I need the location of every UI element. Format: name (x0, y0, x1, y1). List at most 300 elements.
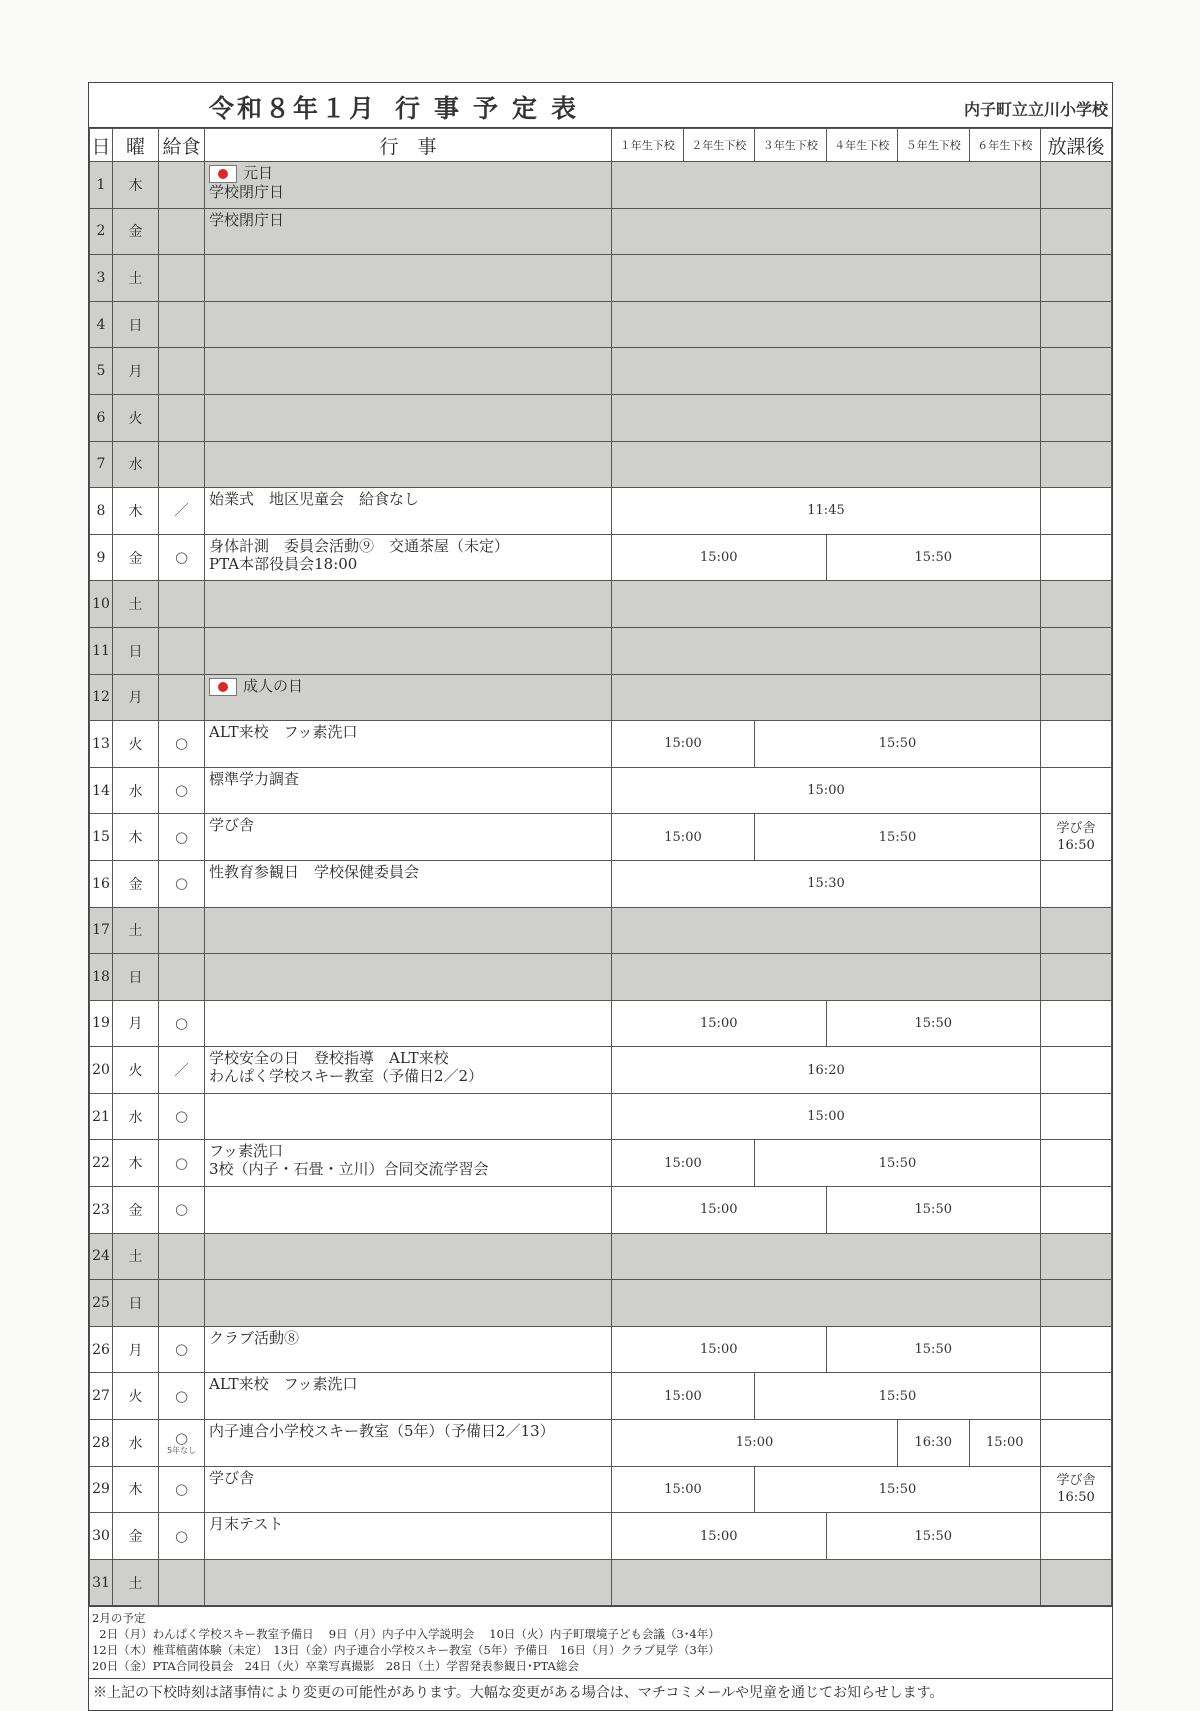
lunch-symbol: ○ (174, 1526, 189, 1545)
table-row (90, 1280, 1112, 1327)
lunch-symbol: ○ (174, 781, 189, 800)
day-number: 10 (90, 581, 113, 628)
weekday: 土 (113, 1233, 159, 1280)
day-number: 18 (90, 954, 113, 1001)
weekday: 水 (113, 1093, 159, 1140)
events-cell (205, 674, 612, 721)
weekday: 月 (113, 348, 159, 395)
table-row (90, 162, 1112, 209)
table-row (90, 581, 1112, 628)
events-cell (205, 1140, 612, 1187)
weekday: 土 (113, 255, 159, 302)
lunch-symbol: ○ (174, 874, 189, 893)
dismissal-time: 15:00 (612, 534, 827, 581)
event-text: フッ素洗口 (209, 1142, 283, 1161)
lunch-mark (159, 1093, 205, 1140)
lunch-mark (159, 1513, 205, 1560)
schedule-body (90, 162, 1112, 1606)
after-school-cell (1041, 348, 1112, 395)
table-row (90, 721, 1112, 768)
dismissal-time: 15:00 (612, 1140, 755, 1187)
day-number: 5 (90, 348, 113, 395)
after-school-cell (1041, 1093, 1112, 1140)
dismissal-time: 15:00 (612, 721, 755, 768)
after-school-cell (1041, 1280, 1112, 1327)
events-cell (205, 1187, 612, 1234)
events-cell (205, 1466, 612, 1513)
weekday: 木 (113, 1466, 159, 1513)
table-row (90, 255, 1112, 302)
weekday: 土 (113, 581, 159, 628)
lunch-symbol: ○ (174, 1153, 189, 1172)
lunch-mark (159, 488, 205, 535)
event-text: 学校閉庁日 (209, 183, 285, 201)
weekday: 火 (113, 1047, 159, 1094)
events-cell (205, 954, 612, 1001)
col-grade-4: ４年生下校 (826, 129, 898, 162)
table-row (90, 860, 1112, 907)
lunch-symbol: ○ (174, 1200, 189, 1219)
header-row (90, 129, 1112, 162)
lunch-symbol: ○ (174, 1340, 189, 1359)
dismissal-time: 15:50 (826, 1000, 1041, 1047)
lunch-mark (159, 860, 205, 907)
dismissal-time: 15:00 (612, 1000, 827, 1047)
events-cell (205, 767, 612, 814)
day-number: 24 (90, 1233, 113, 1280)
weekday: 金 (113, 208, 159, 255)
table-row (90, 1187, 1112, 1234)
lunch-mark (159, 255, 205, 302)
weekday: 水 (113, 767, 159, 814)
dismissal-time: 15:00 (612, 814, 755, 861)
dismissal-time (612, 674, 1041, 721)
table-row (90, 1466, 1112, 1513)
events-cell (205, 394, 612, 441)
table-row (90, 1047, 1112, 1094)
dismissal-time (612, 301, 1041, 348)
day-number: 23 (90, 1187, 113, 1234)
day-number: 20 (90, 1047, 113, 1094)
lunch-mark (159, 581, 205, 628)
dismissal-time (612, 208, 1041, 255)
title-label: 行事予定表 (395, 94, 591, 123)
weekday: 金 (113, 1187, 159, 1234)
lunch-mark (159, 1233, 205, 1280)
dismissal-time: 15:00 (612, 1326, 827, 1373)
day-number: 17 (90, 907, 113, 954)
table-row (90, 627, 1112, 674)
day-number: 4 (90, 301, 113, 348)
event-text: 学び舎 (209, 816, 255, 835)
after-school-cell (1041, 860, 1112, 907)
dismissal-time (612, 581, 1041, 628)
events-cell (205, 1233, 612, 1280)
lunch-mark (159, 1000, 205, 1047)
dismissal-time: 15:50 (755, 1373, 1041, 1420)
after-school-cell (1041, 208, 1112, 255)
weekday: 水 (113, 441, 159, 488)
events-cell (205, 1373, 612, 1420)
col-events: 行 事 (205, 129, 612, 162)
event-text: 学び舎 (209, 1468, 255, 1487)
dismissal-time (612, 907, 1041, 954)
lunch-symbol: ／ (173, 501, 189, 520)
lunch-mark (159, 814, 205, 861)
day-number: 16 (90, 860, 113, 907)
day-number: 7 (90, 441, 113, 488)
after-school-text: 学び舎 (1056, 1473, 1096, 1489)
lunch-mark (159, 1326, 205, 1373)
event-text: 内子連合小学校スキー教室（5年）（予備日2／13） (209, 1422, 555, 1441)
lunch-mark (159, 162, 205, 209)
day-number: 27 (90, 1373, 113, 1420)
after-school-text: 16:50 (1057, 838, 1095, 854)
after-school-cell (1041, 721, 1112, 768)
dismissal-time (612, 348, 1041, 395)
after-school-cell (1041, 1047, 1112, 1094)
dismissal-time (612, 1559, 1041, 1606)
events-cell (205, 1420, 612, 1467)
dismissal-time: 15:00 (612, 1093, 1041, 1140)
weekday: 火 (113, 721, 159, 768)
february-line: 12日（木）椎茸植菌体験（未定） 13日（金）内子連合小学校スキー教室（5年）予備日 16日（月）クラブ見学（3年） (92, 1643, 720, 1658)
dismissal-time: 15:50 (755, 1140, 1041, 1187)
lunch-mark (159, 1140, 205, 1187)
dismissal-time (612, 627, 1041, 674)
february-line: 20日（金）PTA合同役員会 24日（火）卒業写真撮影 28日（土）学習発表参観日･PTA総会 (92, 1659, 579, 1674)
events-cell (205, 627, 612, 674)
page-title (209, 89, 590, 125)
weekday: 水 (113, 1420, 159, 1467)
events-cell (205, 441, 612, 488)
weekday: 木 (113, 488, 159, 535)
event-text: ALT来校 フッ素洗口 (209, 1375, 358, 1394)
dismissal-time (612, 394, 1041, 441)
after-school-text: 学び舎 (1056, 821, 1096, 837)
weekday: 木 (113, 162, 159, 209)
dismissal-time: 15:00 (612, 1466, 755, 1513)
after-school-cell (1041, 1373, 1112, 1420)
after-school-cell (1041, 488, 1112, 535)
events-cell (205, 1326, 612, 1373)
day-number: 25 (90, 1280, 113, 1327)
dismissal-time: 11:45 (612, 488, 1041, 535)
dismissal-time: 15:00 (612, 1187, 827, 1234)
after-school-cell (1041, 1513, 1112, 1560)
event-text: 始業式 地区児童会 給食なし (209, 490, 420, 509)
table-row (90, 441, 1112, 488)
after-school-cell (1041, 954, 1112, 1001)
day-number: 22 (90, 1140, 113, 1187)
after-school-cell (1041, 907, 1112, 954)
events-cell (205, 534, 612, 581)
event-text: 学校閉庁日 (209, 210, 285, 229)
weekday: 月 (113, 674, 159, 721)
february-heading: 2月の予定 (92, 1611, 146, 1626)
weekday: 日 (113, 1280, 159, 1327)
table-row (90, 348, 1112, 395)
dismissal-time: 15:50 (826, 1326, 1041, 1373)
table-row (90, 1093, 1112, 1140)
lunch-symbol: ／ (173, 1060, 189, 1079)
table-row (90, 301, 1112, 348)
events-cell (205, 1513, 612, 1560)
table-row (90, 674, 1112, 721)
dismissal-time: 15:00 (612, 1513, 827, 1560)
table-row (90, 394, 1112, 441)
table-row (90, 1000, 1112, 1047)
dismissal-time: 15:00 (969, 1420, 1041, 1467)
day-number: 12 (90, 674, 113, 721)
dismissal-time (612, 1233, 1041, 1280)
event-text: 学校安全の日 登校指導 ALT来校 (209, 1049, 449, 1068)
event-text: 3校（内子・石畳・立川）合同交流学習会 (209, 1160, 489, 1179)
lunch-mark (159, 627, 205, 674)
after-school-cell (1041, 1326, 1112, 1373)
dismissal-time (612, 441, 1041, 488)
dismissal-time: 15:50 (755, 721, 1041, 768)
event-text: ALT来校 フッ素洗口 (209, 723, 358, 742)
day-number: 2 (90, 208, 113, 255)
events-cell (205, 1093, 612, 1140)
col-grade-2: ２年生下校 (683, 129, 755, 162)
holiday-line (209, 677, 607, 696)
dismissal-time: 16:20 (612, 1047, 1041, 1094)
col-grade-5: ５年生下校 (898, 129, 970, 162)
events-cell (205, 907, 612, 954)
day-number: 1 (90, 162, 113, 209)
holiday-name: 元日 (243, 164, 274, 182)
events-cell (205, 162, 612, 209)
lunch-symbol: ○ (174, 1386, 189, 1405)
title-bar (89, 83, 1112, 128)
weekday: 土 (113, 1559, 159, 1606)
dismissal-time (612, 1280, 1041, 1327)
february-notes (89, 1606, 1112, 1678)
events-cell (205, 301, 612, 348)
after-school-cell (1041, 1000, 1112, 1047)
weekday: 木 (113, 1140, 159, 1187)
after-school-cell (1041, 674, 1112, 721)
title-month: 令和８年１月 (209, 94, 378, 123)
events-cell (205, 721, 612, 768)
dismissal-time: 15:50 (826, 534, 1041, 581)
events-cell (205, 1280, 612, 1327)
lunch-mark (159, 301, 205, 348)
after-school-cell (1041, 1420, 1112, 1467)
after-school-cell (1041, 814, 1112, 861)
day-number: 11 (90, 627, 113, 674)
lunch-mark (159, 674, 205, 721)
day-number: 9 (90, 534, 113, 581)
table-row (90, 1513, 1112, 1560)
lunch-mark (159, 441, 205, 488)
lunch-mark (159, 1187, 205, 1234)
events-cell (205, 255, 612, 302)
day-number: 29 (90, 1466, 113, 1513)
weekday: 火 (113, 394, 159, 441)
dismissal-time (612, 162, 1041, 209)
col-grade-6: ６年生下校 (969, 129, 1041, 162)
table-row (90, 488, 1112, 535)
day-number: 3 (90, 255, 113, 302)
school-name: 内子町立立川小学校 (963, 100, 1108, 119)
table-row (90, 1373, 1112, 1420)
table-row (90, 1326, 1112, 1373)
table-row (90, 814, 1112, 861)
events-cell (205, 208, 612, 255)
japan-flag-icon (209, 678, 237, 696)
lunch-symbol: ○ (174, 734, 189, 753)
col-grade-1: １年生下校 (612, 129, 684, 162)
col-after-school: 放課後 (1041, 129, 1112, 162)
after-school-cell (1041, 1559, 1112, 1606)
table-row (90, 954, 1112, 1001)
col-grade-3: ３年生下校 (755, 129, 827, 162)
event-text: 月末テスト (209, 1515, 284, 1534)
events-cell (205, 1047, 612, 1094)
event-text: わんぱく学校スキー教室（予備日2／2） (209, 1067, 484, 1086)
schedule-table (89, 128, 1112, 1606)
weekday: 火 (113, 1373, 159, 1420)
day-number: 26 (90, 1326, 113, 1373)
lunch-mark (159, 767, 205, 814)
lunch-mark (159, 534, 205, 581)
dismissal-time: 15:50 (826, 1513, 1041, 1560)
weekday: 木 (113, 814, 159, 861)
event-text: 性教育参観日 学校保健委員会 (209, 862, 420, 881)
weekday: 日 (113, 301, 159, 348)
event-text: クラブ活動⑧ (209, 1328, 300, 1347)
lunch-mark (159, 1280, 205, 1327)
events-cell (205, 488, 612, 535)
dismissal-time: 15:30 (612, 860, 1041, 907)
weekday: 金 (113, 1513, 159, 1560)
weekday: 金 (113, 860, 159, 907)
table-row (90, 907, 1112, 954)
after-school-cell (1041, 1233, 1112, 1280)
lunch-mark (159, 1466, 205, 1513)
holiday-line (209, 164, 607, 183)
weekday: 日 (113, 954, 159, 1001)
lunch-mark (159, 348, 205, 395)
dismissal-time: 16:30 (898, 1420, 970, 1467)
events-cell (205, 814, 612, 861)
events-cell (205, 860, 612, 907)
dismissal-time: 15:00 (612, 767, 1041, 814)
lunch-symbol: ○ (174, 1479, 189, 1498)
after-school-cell (1041, 441, 1112, 488)
table-row (90, 1233, 1112, 1280)
table-row (90, 1420, 1112, 1467)
lunch-mark (159, 954, 205, 1001)
lunch-symbol: ○ (174, 1428, 189, 1447)
dismissal-time: 15:50 (755, 814, 1041, 861)
after-school-cell (1041, 627, 1112, 674)
lunch-symbol: ○ (174, 827, 189, 846)
weekday: 月 (113, 1326, 159, 1373)
weekday: 金 (113, 534, 159, 581)
after-school-cell (1041, 581, 1112, 628)
day-number: 31 (90, 1559, 113, 1606)
lunch-note: 5年なし (166, 1445, 197, 1455)
lunch-mark (159, 1373, 205, 1420)
day-number: 15 (90, 814, 113, 861)
after-school-cell (1041, 1466, 1112, 1513)
events-cell (205, 348, 612, 395)
lunch-mark (159, 1420, 205, 1467)
caution-note: ※上記の下校時刻は諸事情により変更の可能性があります。大幅な変更がある場合は、マチコミメールや児童を通じてお知らせします。 (89, 1678, 1112, 1710)
event-text: 身体計測 委員会活動⑨ 交通茶屋（未定） (209, 536, 510, 555)
dismissal-time: 15:50 (826, 1187, 1041, 1234)
lunch-mark (159, 1047, 205, 1094)
after-school-cell (1041, 534, 1112, 581)
weekday: 土 (113, 907, 159, 954)
day-number: 14 (90, 767, 113, 814)
after-school-cell (1041, 301, 1112, 348)
after-school-text: 16:50 (1057, 1490, 1095, 1506)
after-school-cell (1041, 1187, 1112, 1234)
table-row (90, 534, 1112, 581)
col-lunch: 給食 (159, 129, 205, 162)
events-cell (205, 1000, 612, 1047)
lunch-symbol: ○ (174, 1013, 189, 1032)
lunch-mark (159, 208, 205, 255)
after-school-cell (1041, 394, 1112, 441)
day-number: 13 (90, 721, 113, 768)
events-cell (205, 1559, 612, 1606)
dismissal-time: 15:00 (612, 1373, 755, 1420)
events-cell (205, 581, 612, 628)
february-line: 2日（月）わんぱく学校スキー教室予備日 9日（月）内子中入学説明会 10日（火）内子町環境子ども会議（3･4年） (92, 1627, 720, 1642)
lunch-mark (159, 907, 205, 954)
after-school-cell (1041, 767, 1112, 814)
col-weekday: 曜 (113, 129, 159, 162)
event-text: PTA本部役員会18:00 (209, 554, 358, 573)
japan-flag-icon (209, 165, 237, 183)
col-day: 日 (90, 129, 113, 162)
day-number: 6 (90, 394, 113, 441)
lunch-mark (159, 1559, 205, 1606)
table-row (90, 1140, 1112, 1187)
lunch-mark (159, 394, 205, 441)
day-number: 21 (90, 1093, 113, 1140)
day-number: 19 (90, 1000, 113, 1047)
lunch-mark (159, 721, 205, 768)
weekday: 日 (113, 627, 159, 674)
dismissal-time (612, 255, 1041, 302)
table-row (90, 1559, 1112, 1606)
event-text: 標準学力調査 (209, 769, 300, 788)
table-row (90, 208, 1112, 255)
day-number: 28 (90, 1420, 113, 1467)
dismissal-time: 15:00 (612, 1420, 898, 1467)
day-number: 30 (90, 1513, 113, 1560)
lunch-symbol: ○ (174, 548, 189, 567)
dismissal-time (612, 954, 1041, 1001)
schedule-sheet (88, 82, 1113, 1711)
day-number: 8 (90, 488, 113, 535)
after-school-cell (1041, 162, 1112, 209)
holiday-name: 成人の日 (243, 676, 304, 695)
dismissal-time: 15:50 (755, 1466, 1041, 1513)
table-row (90, 767, 1112, 814)
after-school-cell (1041, 1140, 1112, 1187)
weekday: 月 (113, 1000, 159, 1047)
after-school-cell (1041, 255, 1112, 302)
lunch-symbol: ○ (174, 1107, 189, 1126)
